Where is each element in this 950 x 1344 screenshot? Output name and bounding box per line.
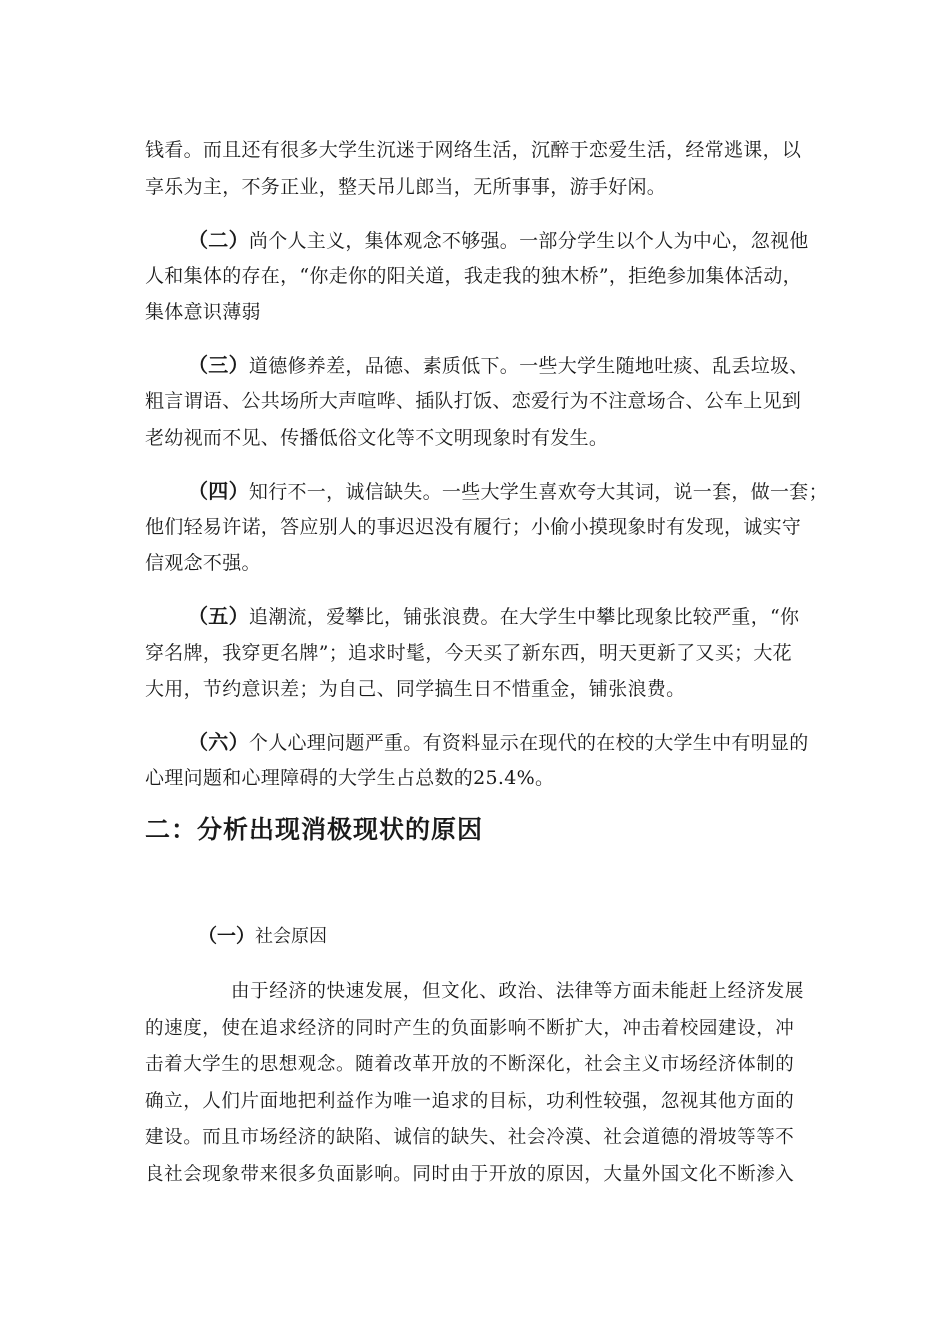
text-line: 的速度，使在追求经济的同时产生的负面影响不断扩大，冲击着校园建设，冲 [145,1018,795,1039]
text-line: 心理问题和心理障碍的大学生占总数的25.4%。 [145,767,555,789]
text-line: 信观念不强。 [145,552,261,574]
paragraph-5-first-line [188,604,799,629]
paragraph-2-first-line [188,228,809,253]
text-run: 追潮流，爱攀比，铺张浪费。在大学生中攀比现象比较严重，“你 [248,606,800,628]
text-line: 击着大学生的思想观念。随着改革开放的不断深化，社会主义市场经济体制的 [145,1054,795,1075]
text-line: 人和集体的存在，“你走你的阳关道，我走我的独木桥”，拒绝参加集体活动， [145,265,802,287]
subsection-title: 社会原因 [255,926,328,947]
text-line: 穿名牌，我穿更名牌”；追求时髦，今天买了新东西，明天更新了又买；大花 [145,642,792,664]
subsection-number: （一） [198,925,256,947]
text-line: 建设。而且市场经济的缺陷、诚信的缺失、社会冷漠、社会道德的滑坡等等不 [145,1127,795,1148]
text-line: 大用，节约意识差；为自己、同学搞生日不惜重金，铺张浪费。 [145,678,686,700]
text-line: 良社会现象带来很多负面影响。同时由于开放的原因，大量外国文化不断渗入 [145,1164,795,1185]
text-run: 道德修养差，品德、素质低下。一些大学生随地吐痰、乱丢垃圾、 [248,355,809,377]
text-line: 确立，人们片面地把利益作为唯一追求的目标，功利性较强，忽视其他方面的 [145,1091,795,1112]
item-number: （二） [188,228,249,252]
item-number: （三） [188,353,249,377]
text-line: 享乐为主，不务正业，整天吊儿郎当，无所事事，游手好闲。 [145,176,667,198]
text-line: 他们轻易许诺，答应别人的事迟迟没有履行；小偷小摸现象时有发现，诚实守 [145,516,802,538]
item-number: （四） [188,479,249,503]
text-run: 尚个人主义，集体观念不够强。一部分学生以个人为中心，忽视他 [248,230,809,252]
text-line: 老幼视而不见、传播低俗文化等不文明现象时有发生。 [145,427,609,449]
text-line: 集体意识薄弱 [145,301,261,323]
section-heading: 二：分析出现消极现状的原因 [145,815,484,844]
text-run: 知行不一，诚信缺失。一些大学生喜欢夸大其词，说一套，做一套； [248,481,828,503]
item-number: （五） [188,604,249,628]
text-line: 粗言谓语、公共场所大声喧哗、插队打饭、恋爱行为不注意场合、公车上见到 [145,390,802,412]
paragraph-4-first-line [188,479,828,504]
paragraph-3-first-line [188,353,809,378]
body-first-line: 由于经济的快速发展，但文化、政治、法律等方面未能赶上经济发展 [231,981,805,1002]
paragraph-6-first-line [188,730,809,755]
subsection-heading [198,924,327,949]
text-line: 钱看。而且还有很多大学生沉迷于网络生活，沉醉于恋爱生活，经常逃课，以 [145,139,802,161]
item-number: （六） [188,730,249,754]
text-run: 个人心理问题严重。有资料显示在现代的在校的大学生中有明显的 [248,732,809,754]
